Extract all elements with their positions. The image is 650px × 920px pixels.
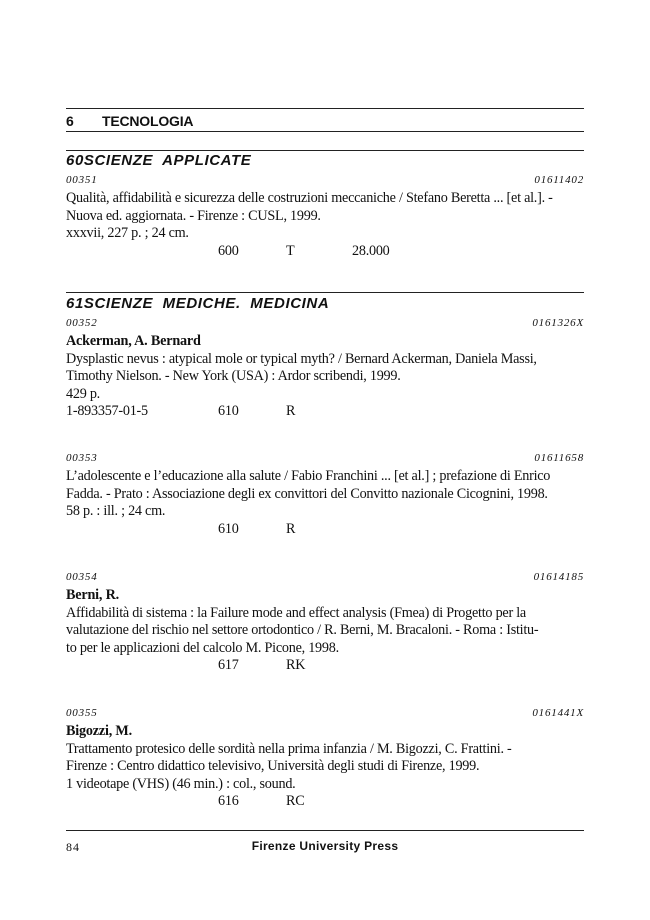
section-rule [66, 292, 584, 293]
entry-line: Trattamento protesico delle sordità nella prima infanzia / M. Bigozzi, C. Frattini. - [66, 740, 512, 757]
catalog-entry-00355 [66, 706, 584, 811]
entry-class: 600 [218, 242, 239, 259]
section-heading-61 [66, 295, 329, 312]
entry-isbn: 1-893357-01-5 [66, 403, 148, 419]
catalog-entry-00354 [66, 570, 584, 675]
entry-line: Nuova ed. aggiornata. - Firenze : CUSL, 1999. [66, 207, 321, 224]
section-rule [66, 150, 584, 151]
section-number: 60 [66, 152, 84, 169]
entry-class: 616 [218, 793, 239, 809]
catalog-entry-00353 [66, 451, 584, 539]
entry-line: to per le applicazioni del calcolo M. Picone, 1998. [66, 639, 339, 656]
entry-classification [66, 657, 584, 675]
entry-number: 00353 [66, 452, 98, 464]
entry-code: 0161441X [532, 707, 584, 719]
section-number: 61 [66, 295, 84, 312]
entry-price: 28.000 [352, 242, 390, 259]
entry-number: 00355 [66, 707, 98, 719]
entry-author: Bigozzi, M. [66, 723, 132, 739]
entry-level: T [286, 242, 295, 259]
chapter-heading [66, 113, 193, 129]
entry-level: RC [286, 793, 305, 809]
entry-line: Timothy Nielson. - New York (USA) : Ardor scribendi, 1999. [66, 368, 401, 384]
section-title: SCIENZE APPLICATE [83, 152, 252, 169]
entry-meta [66, 451, 584, 466]
chapter-title: TECNOLOGIA [102, 113, 194, 129]
entry-line: Fadda. - Prato : Associazione degli ex convittori del Convitto nazionale Cicognini, 1998. [66, 485, 548, 502]
entry-number: 00352 [66, 317, 98, 329]
entry-line: Dysplastic nevus : atypical mole or typical myth? / Bernard Ackerman, Daniela Massi, [66, 350, 537, 367]
entry-meta [66, 706, 584, 721]
entry-meta [66, 173, 584, 188]
entry-line: xxxvii, 227 p. ; 24 cm. [66, 225, 189, 241]
entry-line: 429 p. [66, 385, 100, 402]
entry-code: 0161326X [532, 317, 584, 329]
entry-line: L’adolescente e l’educazione alla salute / Fabio Franchini ... [et al.] ; prefazione di Enrico [66, 468, 551, 484]
entry-meta [66, 316, 584, 331]
entry-line: valutazione del rischio nel settore ortodontico / R. Berni, M. Bracaloni. - Roma : Istitu- [66, 622, 539, 638]
entry-line: Qualità, affidabilità e sicurezza delle costruzioni meccaniche / Stefano Beretta ... [et al.]. - [66, 190, 553, 206]
chapter-bottom-rule [66, 131, 584, 132]
entry-meta [66, 570, 584, 585]
chapter-number: 6 [66, 113, 74, 129]
section-heading-60 [66, 152, 251, 169]
entry-code: 01611402 [534, 174, 584, 186]
section-title: SCIENZE MEDICHE. MEDICINA [83, 295, 330, 312]
catalog-entry-00352 [66, 316, 584, 421]
footer-rule [66, 830, 584, 831]
entry-code: 01614185 [533, 571, 584, 583]
entry-number: 00351 [66, 174, 98, 186]
publisher-name: Firenze University Press [251, 839, 399, 853]
page-number: 84 [66, 840, 80, 854]
entry-classification [66, 403, 584, 421]
entry-classification [66, 243, 584, 261]
entry-level: RK [286, 657, 306, 673]
entry-class: 610 [218, 520, 239, 537]
entry-classification [66, 793, 584, 811]
entry-line: 58 p. : ill. ; 24 cm. [66, 503, 166, 519]
entry-code: 01611658 [534, 452, 584, 464]
entry-level: R [286, 520, 296, 537]
entry-number: 00354 [66, 571, 98, 583]
entry-level: R [286, 403, 296, 419]
entry-line: Affidabilità di sistema : la Failure mode and effect analysis (Fmea) di Progetto per la [66, 604, 526, 621]
entry-class: 617 [218, 657, 239, 673]
entry-class: 610 [218, 403, 239, 419]
entry-classification [66, 521, 584, 539]
entry-author: Ackerman, A. Bernard [66, 333, 201, 349]
chapter-top-rule [66, 108, 584, 109]
entry-author: Berni, R. [66, 587, 119, 603]
entry-line: 1 videotape (VHS) (46 min.) : col., sound. [66, 775, 296, 792]
catalog-entry-00351 [66, 173, 584, 261]
entry-line: Firenze : Centro didattico televisivo, Università degli studi di Firenze, 1999. [66, 758, 480, 774]
